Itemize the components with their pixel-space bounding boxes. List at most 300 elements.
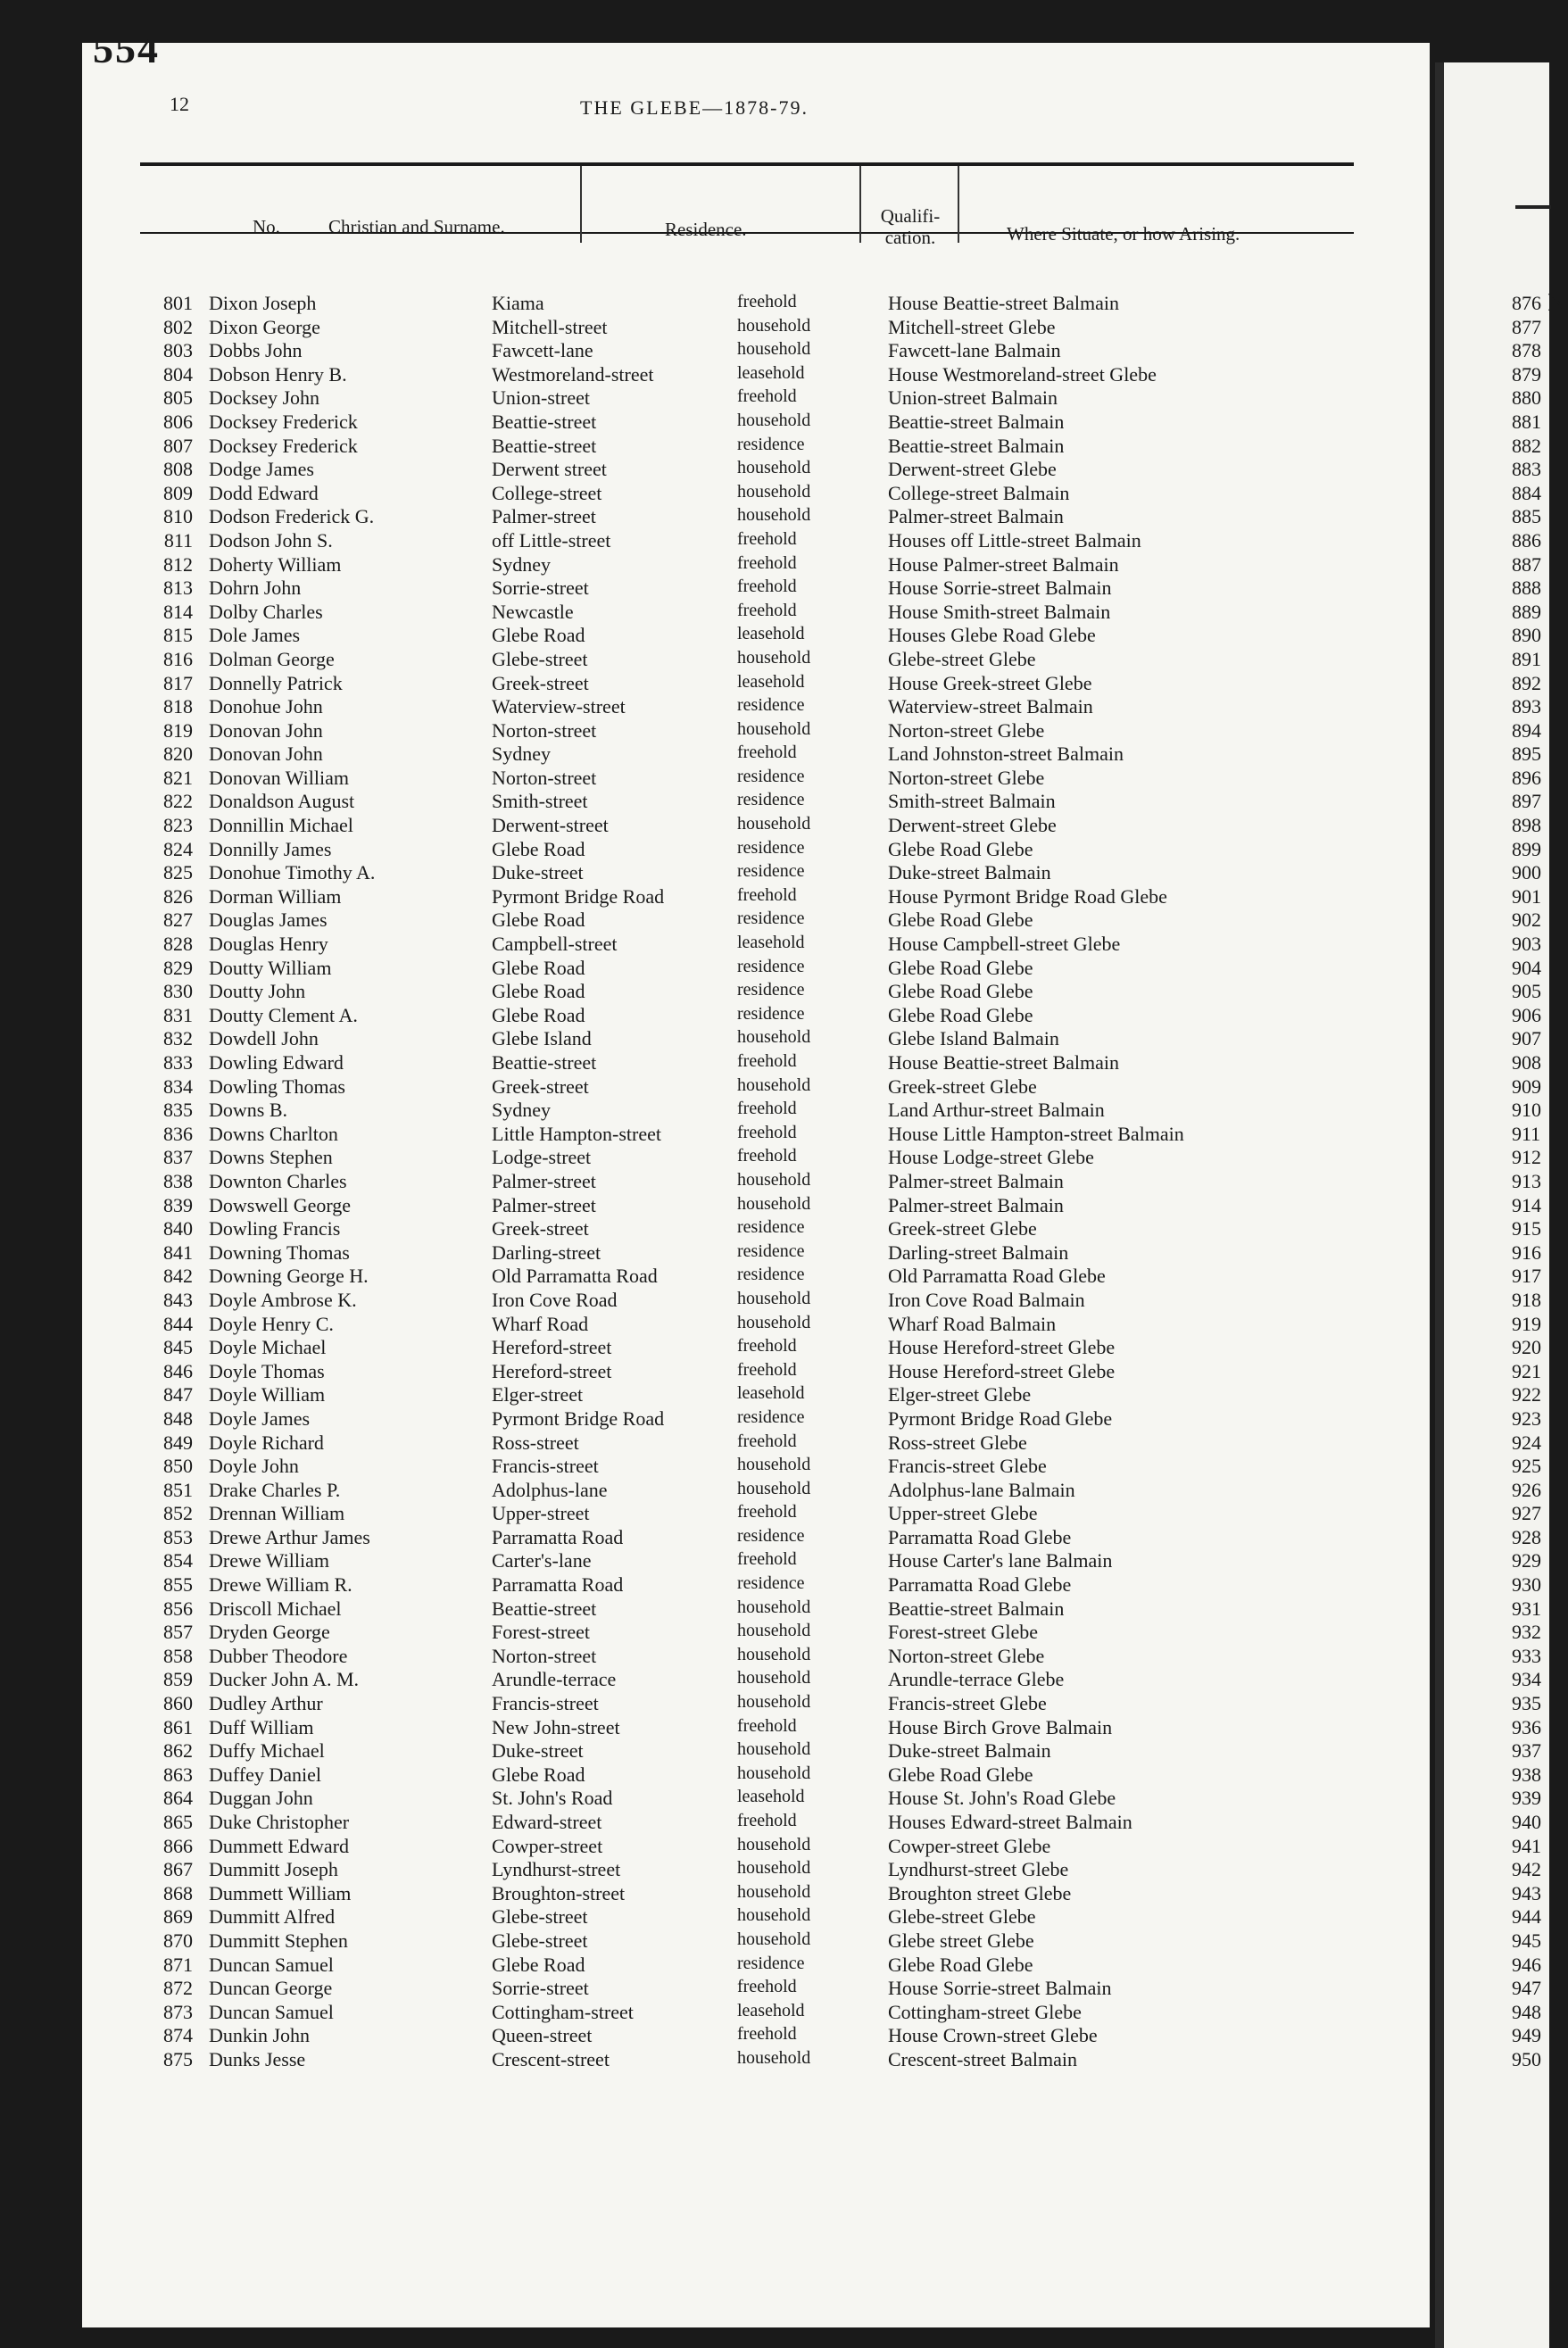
entry-qualification: residence <box>737 1525 805 1546</box>
entry-name: Duff William <box>209 1715 314 1738</box>
adjacent-entry-number: 887 <box>1512 552 1541 576</box>
entry-number: 853 <box>163 1525 193 1548</box>
table-row <box>0 980 1348 1004</box>
entry-where: House Campbell-street Glebe <box>888 933 1121 956</box>
entry-qualification: residence <box>737 1265 805 1285</box>
entry-where: House Beattie-street Balmain <box>888 1051 1120 1074</box>
entry-name: Dowswell George <box>209 1193 352 1216</box>
adjacent-entry-number: 928 <box>1512 1525 1541 1548</box>
entry-residence: Glebe Road <box>492 980 585 1003</box>
entry-number: 808 <box>163 458 193 481</box>
table-row <box>0 648 1348 672</box>
entry-residence: Edward-street <box>492 1811 602 1833</box>
entry-residence: Lodge-street <box>492 1146 592 1169</box>
entry-where: House Greek-street Glebe <box>888 671 1092 694</box>
adjacent-entry-number: 885 <box>1512 505 1541 528</box>
entry-name: Drewe William R. <box>209 1573 353 1597</box>
table-row <box>0 1289 1348 1313</box>
table-row <box>0 458 1348 482</box>
entry-name: Doherty William <box>209 552 342 576</box>
entry-number: 821 <box>163 766 193 789</box>
entry-name: Dolman George <box>209 647 335 670</box>
adjacent-entry-number: 921 <box>1512 1359 1541 1382</box>
entry-qualification: residence <box>737 837 805 858</box>
entry-qualification: residence <box>737 1953 805 1973</box>
entry-residence: Palmer-street <box>492 505 596 528</box>
entry-residence: New John-street <box>492 1715 620 1738</box>
entry-number: 828 <box>163 933 193 956</box>
entry-where: College-street Balmain <box>888 481 1070 504</box>
adjacent-page-edge <box>1435 62 1568 2348</box>
entry-number: 835 <box>163 1099 193 1122</box>
entry-number: 855 <box>163 1573 193 1597</box>
adjacent-entry-number: 923 <box>1512 1406 1541 1430</box>
entry-name: Dodson Frederick G. <box>209 505 375 528</box>
table-row <box>0 695 1348 719</box>
entry-qualification: leasehold <box>737 671 805 692</box>
entry-name: Dixon Joseph <box>209 292 317 314</box>
entry-where: Glebe Road Glebe <box>888 909 1033 932</box>
entry-qualification: household <box>737 481 811 502</box>
entry-qualification: household <box>737 1193 811 1214</box>
register-rows <box>0 292 1348 2072</box>
entry-qualification: household <box>737 1858 811 1879</box>
entry-qualification: household <box>737 1288 811 1308</box>
entry-name: Downing George H. <box>209 1265 369 1288</box>
entry-residence: off Little-street <box>492 528 611 552</box>
entry-qualification: household <box>737 1905 811 1926</box>
column-divider <box>859 166 861 243</box>
table-row <box>0 1787 1348 1811</box>
table-row <box>0 672 1348 696</box>
entry-name: Doyle Henry C. <box>209 1312 334 1335</box>
table-row <box>0 1123 1348 1147</box>
entry-name: Donovan John <box>209 743 323 766</box>
column-header-residence: Residence. <box>665 219 747 240</box>
entry-where: Elger-street Glebe <box>888 1383 1032 1406</box>
table-row <box>0 1739 1348 1763</box>
table-row <box>0 386 1348 411</box>
table-row <box>0 909 1348 933</box>
entry-where: Norton-street Glebe <box>888 1644 1045 1667</box>
entry-where: Iron Cove Road Balmain <box>888 1288 1085 1311</box>
entry-name: Donnillin Michael <box>209 814 353 837</box>
entry-where: Glebe Road Glebe <box>888 1953 1033 1976</box>
adjacent-entry-number: 897 <box>1512 790 1541 813</box>
entry-name: Dobbs John <box>209 339 303 362</box>
entry-residence: Mitchell-street <box>492 315 608 338</box>
entry-number: 833 <box>163 1051 193 1074</box>
entry-where: House St. John's Road Glebe <box>888 1787 1116 1810</box>
entry-residence: Glebe-street <box>492 1929 588 1952</box>
entry-residence: Francis-street <box>492 1455 599 1478</box>
entry-residence: Sydney <box>492 1099 551 1122</box>
adjacent-entry-number: 935 <box>1512 1692 1541 1715</box>
entry-residence: Beattie-street <box>492 434 597 457</box>
column-header-no: No. <box>253 216 280 237</box>
entry-residence: Crescent-street <box>492 2047 610 2070</box>
entry-qualification: freehold <box>737 1977 797 1997</box>
adjacent-entry-number: 946 <box>1512 1953 1541 1976</box>
adjacent-entry-number: 890 <box>1512 624 1541 647</box>
entry-residence: Sydney <box>492 552 551 576</box>
entry-number: 823 <box>163 814 193 837</box>
table-row <box>0 339 1348 363</box>
entry-qualification: household <box>737 1668 811 1688</box>
entry-where: House Hereford-street Glebe <box>888 1336 1116 1359</box>
entry-where: Union-street Balmain <box>888 386 1058 410</box>
table-row <box>0 1668 1348 1692</box>
entry-residence: Norton-street <box>492 1644 597 1667</box>
table-row <box>0 1716 1348 1740</box>
adjacent-entry-number: 937 <box>1512 1739 1541 1763</box>
entry-number: 867 <box>163 1858 193 1881</box>
entry-qualification: freehold <box>737 1715 797 1736</box>
entry-where: Norton-street Glebe <box>888 718 1045 742</box>
entry-residence: Iron Cove Road <box>492 1288 618 1311</box>
entry-where: Glebe-street Glebe <box>888 1905 1036 1929</box>
table-row <box>0 719 1348 743</box>
table-row <box>0 838 1348 862</box>
entry-qualification: household <box>737 1027 811 1048</box>
entry-name: Doyle Richard <box>209 1431 324 1454</box>
entry-name: Donnilly James <box>209 837 332 860</box>
table-row <box>0 767 1348 791</box>
entry-residence: Union-street <box>492 386 590 410</box>
entry-where: Glebe street Glebe <box>888 1929 1034 1952</box>
entry-name: Dodge James <box>209 458 314 481</box>
entry-qualification: residence <box>737 766 805 786</box>
entry-name: Dubber Theodore <box>209 1644 348 1667</box>
table-row <box>0 861 1348 885</box>
adjacent-entry-number: 893 <box>1512 695 1541 718</box>
entry-name: Docksey Frederick <box>209 434 358 457</box>
entry-name: Dummett Edward <box>209 1834 350 1857</box>
entry-name: Donnelly Patrick <box>209 671 343 694</box>
entry-name: Duffy Michael <box>209 1739 325 1763</box>
entry-residence: Hereford-street <box>492 1359 612 1382</box>
entry-where: Lyndhurst-street Glebe <box>888 1858 1069 1881</box>
entry-where: Adolphus-lane Balmain <box>888 1478 1075 1501</box>
entry-residence: Glebe-street <box>492 647 588 670</box>
table-row <box>0 1146 1348 1170</box>
entry-where: House Carter's lane Balmain <box>888 1549 1113 1572</box>
adjacent-entry-number: 924 <box>1512 1431 1541 1454</box>
adjacent-entry-number: 886 <box>1512 528 1541 552</box>
entry-number: 873 <box>163 2000 193 2023</box>
entry-qualification: freehold <box>737 884 797 905</box>
adjacent-entry-number: 906 <box>1512 1003 1541 1026</box>
entry-name: Dummitt Joseph <box>209 1858 338 1881</box>
entry-where: House Lodge-street Glebe <box>888 1146 1094 1169</box>
entry-qualification: household <box>737 1597 811 1617</box>
entry-number: 846 <box>163 1359 193 1382</box>
entry-name: Dryden George <box>209 1621 330 1644</box>
entry-number: 829 <box>163 956 193 979</box>
entry-residence: Forest-street <box>492 1621 590 1644</box>
entry-name: Donohue John <box>209 695 323 718</box>
column-header-qualification: Qualifi-cation. <box>880 205 941 248</box>
entry-where: Mitchell-street Glebe <box>888 315 1056 338</box>
entry-residence: St. John's Road <box>492 1787 613 1810</box>
entry-residence: Lyndhurst-street <box>492 1858 621 1881</box>
entry-where: Houses Glebe Road Glebe <box>888 624 1096 647</box>
entry-where: Palmer-street Balmain <box>888 1169 1064 1192</box>
adjacent-entry-number: 909 <box>1512 1074 1541 1098</box>
adjacent-entry-number: 913 <box>1512 1169 1541 1192</box>
page-number: 12 <box>170 93 189 115</box>
entry-where: House Little Hampton-street Balmain <box>888 1122 1184 1145</box>
entry-where: House Palmer-street Balmain <box>888 552 1119 576</box>
entry-residence: Sorrie-street <box>492 577 589 600</box>
entry-residence: Sorrie-street <box>492 1977 589 2000</box>
entry-name: Doyle Ambrose K. <box>209 1288 357 1311</box>
entry-qualification: residence <box>737 434 805 454</box>
entry-where: Old Parramatta Road Glebe <box>888 1265 1106 1288</box>
entry-qualification: household <box>737 1834 811 1854</box>
entry-where: Houses Edward-street Balmain <box>888 1811 1132 1833</box>
adjacent-entry-number: 882 <box>1512 434 1541 457</box>
entry-where: Crescent-street Balmain <box>888 2047 1077 2070</box>
adjacent-entry-number: 911 <box>1512 1122 1541 1145</box>
entry-name: Dunkin John <box>209 2024 311 2047</box>
table-row <box>0 1977 1348 2001</box>
table-row <box>0 1929 1348 1954</box>
entry-where: Parramatta Road Glebe <box>888 1573 1072 1597</box>
adjacent-entry-number: 929 <box>1512 1549 1541 1572</box>
entry-qualification: household <box>737 1169 811 1190</box>
entry-number: 836 <box>163 1122 193 1145</box>
entry-name: Doutty William <box>209 956 332 979</box>
entry-number: 814 <box>163 600 193 623</box>
entry-number: 871 <box>163 1953 193 1976</box>
entry-number: 826 <box>163 884 193 908</box>
entry-qualification: freehold <box>737 600 797 620</box>
adjacent-entry-number: 877 <box>1512 315 1541 338</box>
entry-name: Doyle Michael <box>209 1336 327 1359</box>
entry-where: Upper-street Glebe <box>888 1502 1038 1525</box>
table-row <box>0 1431 1348 1456</box>
entry-name: Dudley Arthur <box>209 1692 323 1715</box>
entry-number: 825 <box>163 861 193 884</box>
entry-residence: Greek-street <box>492 671 589 694</box>
table-row <box>0 1075 1348 1099</box>
entry-name: Doyle John <box>209 1455 299 1478</box>
entry-qualification: household <box>737 718 811 739</box>
entry-qualification: leasehold <box>737 1383 805 1404</box>
entry-qualification: household <box>737 1739 811 1760</box>
entry-residence: Broughton-street <box>492 1881 626 1904</box>
entry-qualification: freehold <box>737 1502 797 1522</box>
entry-qualification: leasehold <box>737 362 805 383</box>
entry-name: Downs Stephen <box>209 1146 333 1169</box>
entry-number: 849 <box>163 1431 193 1454</box>
entry-name: Donohue Timothy A. <box>209 861 376 884</box>
entry-where: Beattie-street Balmain <box>888 410 1065 433</box>
column-header-where: Where Situate, or how Arising. <box>1007 223 1240 245</box>
entry-number: 861 <box>163 1715 193 1738</box>
entry-qualification: leasehold <box>737 2000 805 2020</box>
entry-qualification: household <box>737 1644 811 1664</box>
table-row <box>0 1597 1348 1622</box>
entry-number: 819 <box>163 718 193 742</box>
entry-name: Dunks Jesse <box>209 2047 306 2070</box>
entry-number: 875 <box>163 2047 193 2070</box>
entry-name: Dolby Charles <box>209 600 323 623</box>
entry-where: Pyrmont Bridge Road Glebe <box>888 1406 1113 1430</box>
entry-number: 840 <box>163 1217 193 1240</box>
entry-residence: Parramatta Road <box>492 1525 624 1548</box>
table-row <box>0 1882 1348 1906</box>
table-row <box>0 1360 1348 1384</box>
table-row <box>0 2001 1348 2025</box>
entry-where: Forest-street Glebe <box>888 1621 1038 1644</box>
column-divider <box>580 166 582 243</box>
entry-where: Arundle-terrace Glebe <box>888 1668 1065 1691</box>
entry-number: 804 <box>163 362 193 386</box>
entry-name: Downs Charlton <box>209 1122 338 1145</box>
entry-number: 859 <box>163 1668 193 1691</box>
entry-qualification: freehold <box>737 577 797 597</box>
adjacent-entry-number: 891 <box>1512 647 1541 670</box>
entry-number: 854 <box>163 1549 193 1572</box>
entry-name: Dixon George <box>209 315 320 338</box>
entry-qualification: household <box>737 2047 811 2068</box>
entry-number: 857 <box>163 1621 193 1644</box>
entry-where: Beattie-street Balmain <box>888 434 1065 457</box>
entry-residence: Greek-street <box>492 1217 589 1240</box>
entry-number: 839 <box>163 1193 193 1216</box>
table-row <box>0 2048 1348 2072</box>
entry-qualification: household <box>737 505 811 526</box>
entry-qualification: freehold <box>737 743 797 763</box>
entry-name: Docksey Frederick <box>209 410 358 433</box>
adjacent-entry-number: 915 <box>1512 1217 1541 1240</box>
entry-residence: Campbell-street <box>492 933 618 956</box>
adjacent-entry-number: 917 <box>1512 1265 1541 1288</box>
entry-qualification: freehold <box>737 1431 797 1451</box>
entry-number: 834 <box>163 1074 193 1098</box>
table-row <box>0 1004 1348 1028</box>
table-row <box>0 743 1348 767</box>
entry-residence: Glebe Road <box>492 1003 585 1026</box>
entry-qualification: household <box>737 1763 811 1783</box>
column-divider <box>958 166 959 243</box>
entry-number: 816 <box>163 647 193 670</box>
adjacent-entry-number: 936 <box>1512 1715 1541 1738</box>
entry-qualification: freehold <box>737 1359 797 1380</box>
entry-residence: Smith-street <box>492 790 588 813</box>
entry-residence: Francis-street <box>492 1692 599 1715</box>
entry-residence: Glebe Road <box>492 956 585 979</box>
entry-qualification: residence <box>737 1003 805 1024</box>
entry-residence: Greek-street <box>492 1074 589 1098</box>
entry-name: Dummett William <box>209 1881 352 1904</box>
adjacent-rule <box>1515 205 1551 209</box>
entry-where: Greek-street Glebe <box>888 1074 1037 1098</box>
table-row <box>0 933 1348 957</box>
entry-where: Glebe Road Glebe <box>888 837 1033 860</box>
entry-name: Duggan John <box>209 1787 313 1810</box>
entry-number: 852 <box>163 1502 193 1525</box>
entry-number: 824 <box>163 837 193 860</box>
table-row <box>0 1051 1348 1075</box>
adjacent-entry-number: 919 <box>1512 1312 1541 1335</box>
adjacent-entry-number: 910 <box>1512 1099 1541 1122</box>
entry-qualification: leasehold <box>737 1787 805 1807</box>
entry-residence: Palmer-street <box>492 1193 596 1216</box>
entry-residence: Palmer-street <box>492 1169 596 1192</box>
entry-name: Doyle William <box>209 1383 326 1406</box>
entry-residence: Arundle-terrace <box>492 1668 617 1691</box>
adjacent-entry-number: 896 <box>1512 766 1541 789</box>
table-row <box>0 1027 1348 1051</box>
table-row <box>0 1549 1348 1573</box>
entry-qualification: household <box>737 1621 811 1641</box>
entry-where: Francis-street Glebe <box>888 1455 1047 1478</box>
entry-qualification: residence <box>737 1240 805 1261</box>
entry-qualification: household <box>737 1929 811 1949</box>
table-row <box>0 1573 1348 1597</box>
adjacent-entry-number: 938 <box>1512 1763 1541 1786</box>
adjacent-entry-number: 942 <box>1512 1858 1541 1881</box>
entry-residence: Upper-street <box>492 1502 590 1525</box>
entry-residence: Wharf Road <box>492 1312 589 1335</box>
entry-number: 866 <box>163 1834 193 1857</box>
entry-number: 802 <box>163 315 193 338</box>
entry-residence: Pyrmont Bridge Road <box>492 1406 665 1430</box>
entry-name: Donovan John <box>209 718 323 742</box>
entry-name: Dodd Edward <box>209 481 319 504</box>
table-row <box>0 2024 1348 2048</box>
table-row <box>0 1692 1348 1716</box>
entry-number: 856 <box>163 1597 193 1620</box>
adjacent-entry-number: 895 <box>1512 743 1541 766</box>
entry-where: Parramatta Road Glebe <box>888 1525 1072 1548</box>
adjacent-entry-number: 930 <box>1512 1573 1541 1597</box>
entry-where: Glebe Island Balmain <box>888 1027 1059 1050</box>
adjacent-entry-number: 948 <box>1512 2000 1541 2023</box>
adjacent-entry-number: 905 <box>1512 980 1541 1003</box>
entry-where: Duke-street Balmain <box>888 1739 1051 1763</box>
entry-name: Dobson Henry B. <box>209 362 347 386</box>
entry-residence: Cottingham-street <box>492 2000 634 2023</box>
entry-number: 813 <box>163 577 193 600</box>
entry-name: Dowling Francis <box>209 1217 341 1240</box>
table-row <box>0 1099 1348 1123</box>
entry-qualification: household <box>737 1312 811 1332</box>
entry-qualification: household <box>737 1478 811 1498</box>
entry-where: Houses off Little-street Balmain <box>888 528 1141 552</box>
running-title: THE GLEBE—1878-79. <box>580 96 809 119</box>
entry-where: Derwent-street Glebe <box>888 814 1057 837</box>
adjacent-entry-number: 876 <box>1512 292 1541 314</box>
entry-qualification: freehold <box>737 1146 797 1166</box>
entry-where: Beattie-street Balmain <box>888 1597 1065 1620</box>
entry-qualification: residence <box>737 956 805 976</box>
entry-qualification: leasehold <box>737 933 805 953</box>
table-row <box>0 577 1348 601</box>
sheet-number: 554 <box>93 26 160 71</box>
entry-name: Douglas Henry <box>209 933 328 956</box>
entry-qualification: household <box>737 1692 811 1713</box>
adjacent-entry-number: 927 <box>1512 1502 1541 1525</box>
adjacent-entry-number: 881 <box>1512 410 1541 433</box>
entry-where: House Beattie-street Balmain <box>888 292 1120 314</box>
table-row <box>0 1313 1348 1337</box>
entry-name: Douglas James <box>209 909 328 932</box>
entry-name: Doyle Thomas <box>209 1359 325 1382</box>
